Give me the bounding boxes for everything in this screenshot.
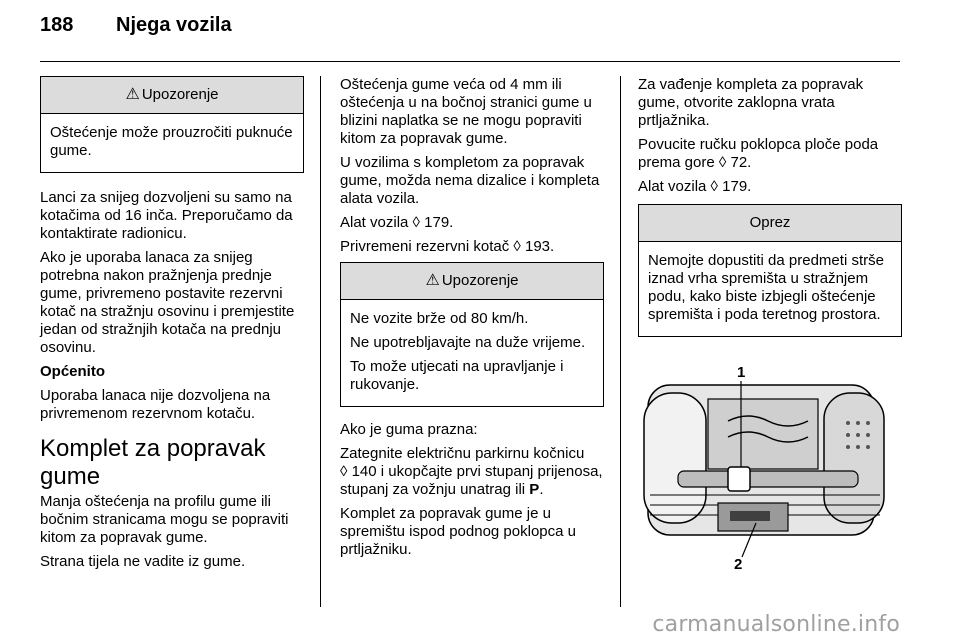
cross-reference: Povucite ručku poklopca ploče poda prema gore ◊ 72. [638,136,879,171]
warning-header [41,77,303,114]
reference-icon: ◊ [710,178,718,195]
warning-line: Ne upotrebljavajte na duže vrijeme. [350,334,586,351]
callout-label-1: 1 [737,364,746,381]
paragraph: Ako je guma prazna: [340,421,478,438]
column-divider-1 [320,76,321,607]
reference-icon: ◊ [718,154,727,171]
warning-icon: ⚠ [425,272,440,289]
column-1 [40,76,304,577]
caution-box [638,204,902,337]
page-header [40,14,232,37]
subheading-general: Općenito [40,363,106,380]
paragraph: Lanci za snijeg dozvoljeni su samo na kotačima od 16 inča. Preporučamo da kontaktirate radionicu. [40,189,293,242]
paragraph: Oštećenja gume veća od 4 mm ili oštećenja u na bočnoj stranici gume u blizini naplatka se ne mogu popraviti kitom za popravak gume. [340,76,592,147]
gear-p-label: P [529,481,540,498]
warning-body [341,300,603,406]
warning-icon: ⚠ [125,86,140,103]
warning-box-2 [340,262,604,407]
callout-label-2: 2 [734,556,743,571]
warning-line: Ne vozite brže od 80 km/h. [350,310,529,327]
column-2 [340,76,604,565]
caution-text: Nemojte dopustiti da predmeti strše iznad vrha spremišta u stražnjem podu, kako biste izbjegli oštećenje spremišta i poda teretnog prostora. [648,252,884,323]
warning-body [41,114,303,172]
page-number: 188 [40,14,74,36]
caution-body [639,242,901,336]
paragraph: U vozilima s kompletom za popravak gume, možda nema dizalice i kompleta alata vozila. [340,154,600,207]
warning-header [341,263,603,300]
paragraph: Komplet za popravak gume je u spremištu ispod podnog poklopca u prtljažniku. [340,505,576,558]
caution-header [639,205,901,242]
caution-label: Oprez [749,214,791,231]
paragraph: Ako je uporaba lanaca za snijeg potrebna nakon pražnjenja prednje gume, privremeno postavite rezervni kotač na stražnju osovinu i premjestite jedan od stražnjih kotača na prednju osovinu. [40,249,295,356]
cross-reference: Alat vozila ◊ 179. [638,178,752,195]
warning-line: To može utjecati na upravljanje i rukovanje. [350,358,564,393]
warning-label: Upozorenje [441,272,519,289]
reference-icon: ◊ [412,214,420,231]
column-divider-2 [620,76,621,607]
header-rule [40,61,900,62]
warning-box-1 [40,76,304,173]
cross-reference: Privremeni rezervni kotač ◊ 193. [340,238,555,255]
warning-text: Oštećenje može prouzročiti puknuće gume. [50,124,293,159]
paragraph: Zategnite električnu parkirnu kočnicu ◊ 140 i ukopčajte prvi stupanj prijenosa, stupanj za vožnju unatrag ili P. [340,445,603,498]
reference-icon: ◊ [340,463,348,480]
warning-label: Upozorenje [141,86,219,103]
paragraph: Uporaba lanaca nije dozvoljena na privremenom rezervnom kotaču. [40,387,271,422]
paragraph: Za vađenje kompleta za popravak gume, otvorite zaklopna vrata prtljažnika. [638,76,864,129]
paragraph: Manja oštećenja na profilu gume ili bočnim stranicama mogu se popraviti kitom za popravak gume. [40,493,289,546]
watermark: carmanualsonline.info [652,612,900,637]
section-title: Komplet za popravak gume [40,435,266,490]
tyre-repair-kit-illustration [638,363,900,571]
page-title: Njega vozila [116,14,232,36]
column-3 [638,76,902,576]
reference-icon: ◊ [513,238,521,255]
cross-reference: Alat vozila ◊ 179. [340,214,454,231]
paragraph: Strana tijela ne vadite iz gume. [40,553,246,570]
